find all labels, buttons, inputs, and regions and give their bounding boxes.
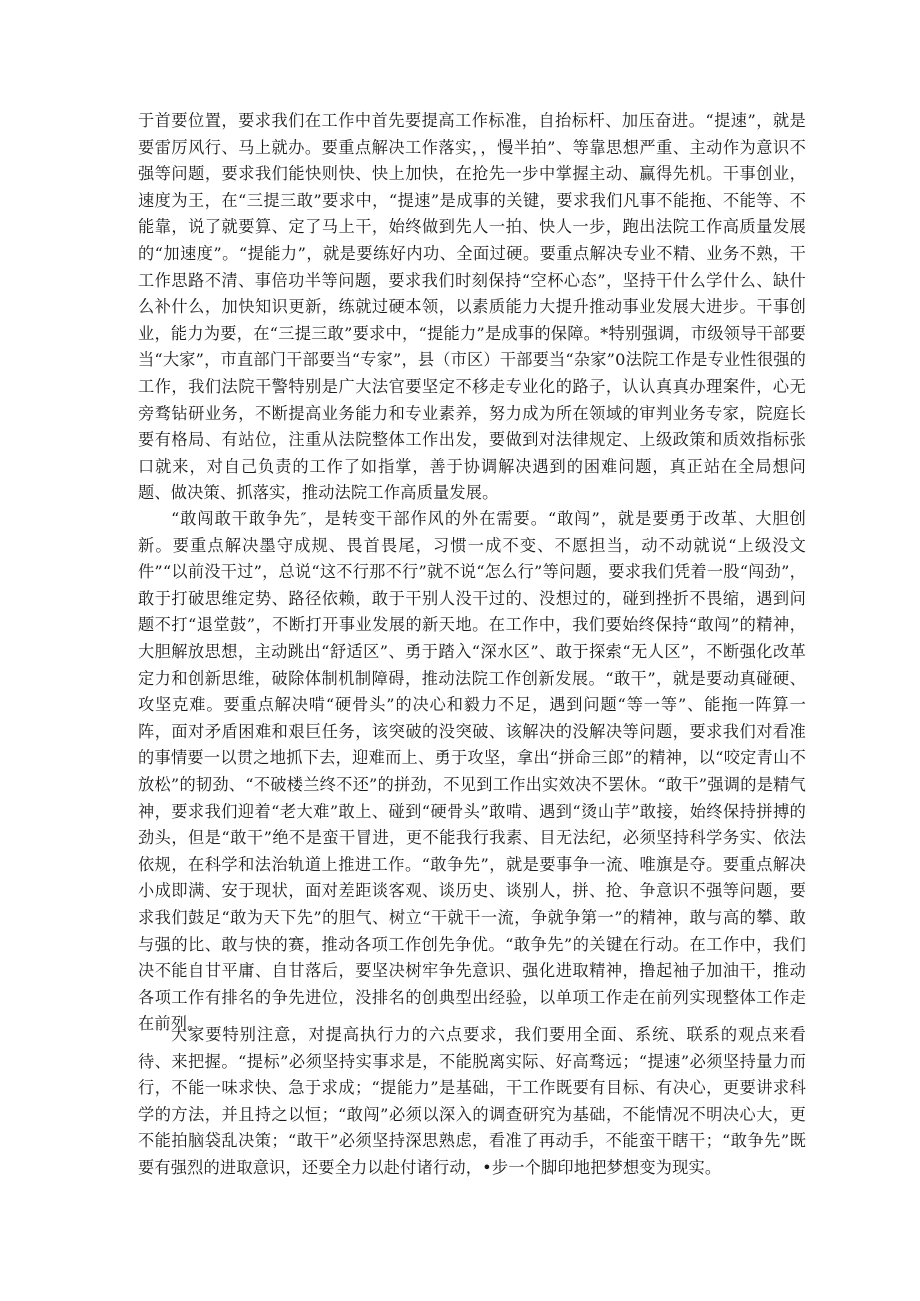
paragraph-speed-and-ability: 于首要位置，要求我们在工作中首先要提高工作标准，自抬标杆、加压奋进。“提速”，就是要雷厉风行、马上就办。要重点解决工作落实，，慢半拍”、等靠思想严重、主动作为意识不强等问题，要求我们能快则快、快上加快，在抢先一步中掌握主动、赢得先机。干事创业，速度为王，在“三提三敢”要求中，“提速”是成事的关键，要求我们凡事不能拖、不能等、不能靠，说了就要算、定了马上干，始终做到先人一拍、快人一步，跑出法院工作高质量发展的“加速度”。“提能力”，就是要练好内功、全面过硬。要重点解决专业不精、业务不熟，干工作思路不清、事倍功半等问题，要求我们时刻保持“空杯心态”，坚持干什么学什么、缺什么补什么，加快知识更新，练就过硬本领，以素质能力大提升推动事业发展大进步。干事创业，能力为要，在“三提三敢”要求中，“提能力”是成事的保障。*特别强调，市级领导干部要当“大家”，市直部门干部要当“专家”，县（市区）干部要当“杂家”0法院工作是专业性很强的工作，我们法院干警特别是广大法官要坚定不移走专业化的路子，认认真真办理案件，心无旁骛钻研业务，不断提高业务能力和专业素养，努力成为所在领域的审判业务专家，院庭长要有格局、有站位，注重从法院整体工作出发，要做到对法律规定、上级政策和质效指标张口就来，对自己负责的工作了如指掌，善于协调解决遇到的困难问题，真正站在全局想问题、做决策、抓落实，推动法院工作高质量发展。 [138, 111, 806, 503]
paragraph-dare-to-act: “敢闯敢干敢争先″，是转变干部作风的外在需要。“敢闯”，就是要勇于改革、大胆创新。要重点解决墨守成规、畏首畏尾，习惯一成不变、不愿担当，动不动就说“上级没文件”“以前没干过”，总说“这不行那不行”就不说“怎么行”等问题，要求我们凭着一股“闯劲”，敢于打破思维定势、路径依赖，敢于干别人没干过的、没想过的，碰到挫折不畏缩，遇到问题不打“退堂鼓”，不断打开事业发展的新天地。在工作中，我们要始终保持“敢闯”的精神，大胆解放思想，主动跳出“舒适区”、勇于踏入“深水区”、敢于探索“无人区”，不断强化改革定力和创新思维，破除体制机制障碍，推动法院工作创新发展。“敢干”，就是要动真碰硬、攻坚克难。要重点解决啃“硬骨头”的决心和毅力不足，遇到问题“等一等”、能拖一阵算一阵，面对矛盾困难和艰巨任务，该突破的没突破、该解决的没解决等问题，要求我们对看准的事情要一以贯之地抓下去，迎难而上、勇于攻坚，拿出“拼命三郎”的精神，以“咬定青山不放松”的韧劲、“不破楼兰终不还”的拼劲，不见到工作出实效决不罢休。“敢干”强调的是精气神，要求我们迎着“老大难”敢上、碰到“硬骨头”敢啃、遇到“烫山芋”敢接，始终保持拼搏的劲头，但是“敢干”绝不是蛮干冒进，更不能我行我素、目无法纪，必须坚持科学务实、依法依规，在科学和法治轨道上推进工作。“敢争先”，就是要事争一流、唯旗是夺。要重点解决小成即满、安于现状，面对差距谈客观、谈历史、谈别人，拼、抢、争意识不强等问题，要求我们鼓足“敢为天下先”的胆气、树立“干就干一流，争就争第一”的精神，敢与高的攀、敢与强的比、敢与快的赛，推动各项工作创先争优。“敢争先”的关键在行动。在工作中，我们决不能自甘平庸、自甘落后，要坚决树牢争先意识、强化进取精神，撸起袖子加油干，推动各项工作有排名的争先进位，没排名的创典型出经验，以单项工作走在前列实现整体工作走在前列。 [138, 509, 806, 1034]
paragraph-summary: 大家要特别注意，对提高执行力的六点要求，我们要用全面、系统、联系的观点来看待、来把握。“提标”必须坚持实事求是，不能脱离实际、好高骛远；“提速”必须坚持量力而行，不能一味求快、急于求成；“提能力”是基础，干工作既要有目标、有决心，更要讲求科学的方法，并且持之以恒；“敢闯”必须以深入的调查研究为基础，不能情况不明决心大，更不能拍脑袋乱决策；“敢干”必须坚持深思熟虑，看准了再动手，不能蛮干瞎干；“敢争先”既要有强烈的进取意识，还要全力以赴付诸行动，•步一个脚印地把梦想变为现实。 [138, 1025, 806, 1177]
